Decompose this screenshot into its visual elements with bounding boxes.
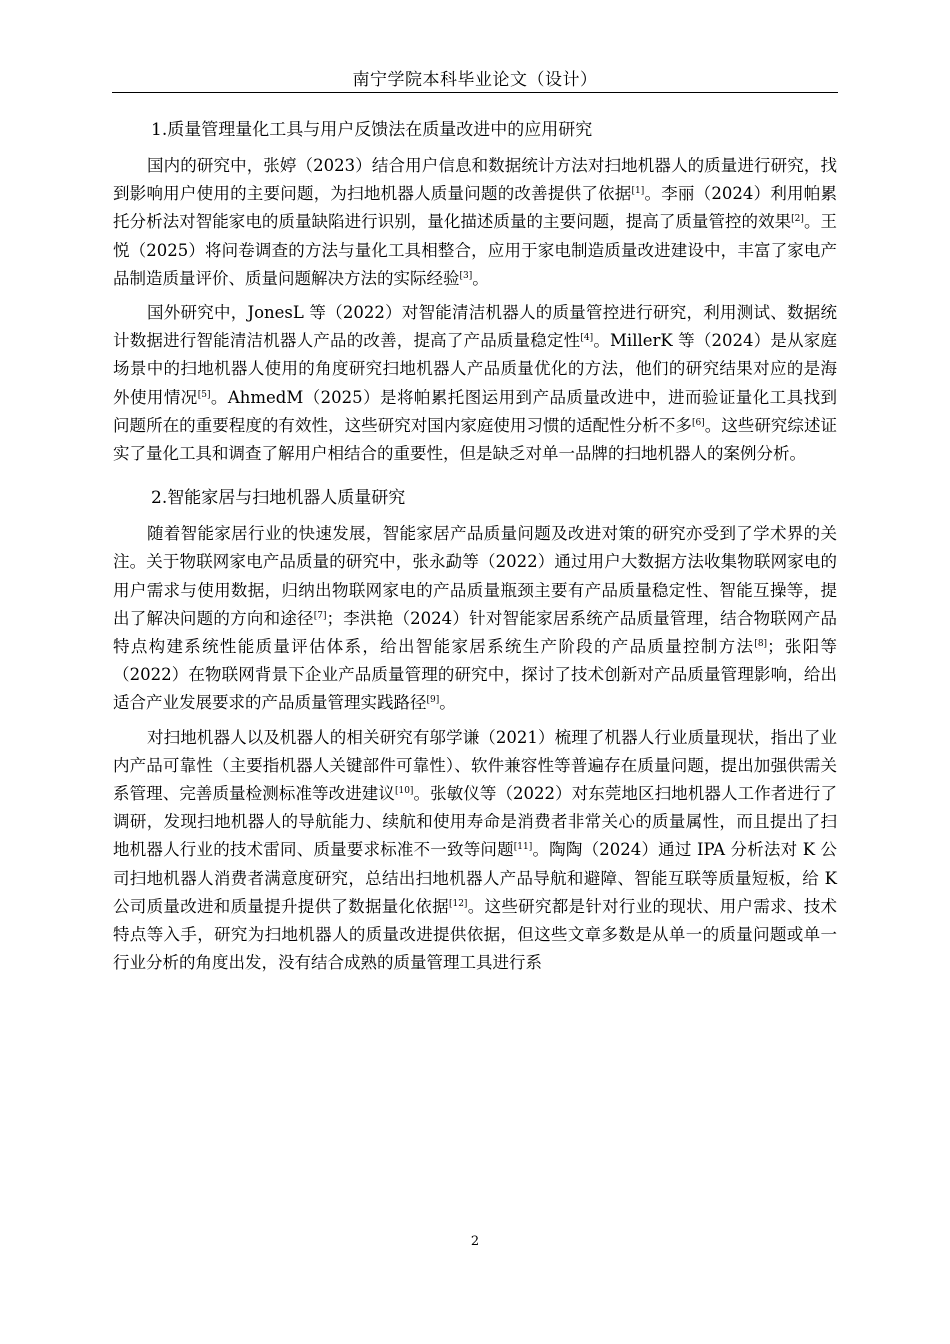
text-run: 对扫地机器人以及机器人的相关研究有邬学谦（2021）梳理了机器人行业质量现状，指出了业内产品可靠性（主要指机器人关键部件可靠性）、软件兼容性等普遍存在质量问题，提出加强供需关系管理、完善质量检测标准等改进建议 <box>113 727 837 804</box>
citation-ref: [6] <box>691 417 705 428</box>
header-rule <box>112 92 838 93</box>
citation-ref: [1] <box>631 186 645 197</box>
section-heading-2: 2.智能家居与扫地机器人质量研究 <box>151 488 406 509</box>
page-body <box>113 112 837 983</box>
citation-ref: [2] <box>791 214 804 225</box>
text-run: 。陶陶（2024）通过 IPA 分析法对 K 公司扫地机器人消费者满意度研究，总结出扫地机器人产品导航和避障、智能互联等质量短板，给 K 公司质量改进和质量提升提供了数据量化依据 <box>113 840 837 916</box>
text-run: 。 <box>439 693 456 713</box>
text-run: 。MillerK 等（2024）是从家庭场景中的扫地机器人使用的角度研究扫地机器人产品质量优化的方法，他们的研究结果对应的是海外使用情况 <box>113 331 838 407</box>
citation-ref: [5] <box>197 389 211 400</box>
text-run: 。李丽（2024）利用帕累托分析法对智能家电的质量缺陷进行识别，量化描述质量的主要问题，提高了质量管控的效果 <box>113 184 837 232</box>
text-run: 国内的研究中，张婷（2023）结合用户信息和数据统计方法对扫地机器人的质量进行研究，找到影响用户使用的主要问题，为扫地机器人质量问题的改善提供了依据 <box>113 156 837 204</box>
citation-ref: [9] <box>426 695 440 706</box>
citation-ref: [7] <box>313 610 327 621</box>
citation-ref: [4] <box>580 333 594 344</box>
text-run: 。张敏仪等（2022）对东莞地区扫地机器人工作者进行了调研，发现扫地机器人的导航能力、续航和使用寿命是消费者非常关心的质量属性，而且提出了扫地机器人行业的技术雷同、质量要求标准不一致等问题 <box>113 784 838 860</box>
paragraph-domestic-research <box>113 152 837 293</box>
section-heading-1: 1.质量管理量化工具与用户反馈法在质量改进中的应用研究 <box>151 120 593 140</box>
paragraph-smart-home-research <box>113 520 837 717</box>
citation-ref: [3] <box>459 270 473 281</box>
text-run: 随着智能家居行业的快速发展，智能家居产品质量问题及改进对策的研究亦受到了学术界的关注。关于物联网家电产品质量的研究中，张永勐等（2022）通过用户大数据方法收集物联网家电的用户需求与使用数据，归纳出物联网家电的产品质量瓶颈主要有产品质量稳定性、智能互操等，提出了解决问题的方向和途径 <box>113 524 837 628</box>
paragraph-robot-research <box>113 724 837 978</box>
text-run: ；李洪艳（2024）针对智能家居系统产品质量管理，结合物联网产品特点构建系统性能质量评估体系，给出智能家居系统生产阶段的产品质量控制方法 <box>113 608 837 657</box>
citation-ref: [10] <box>394 786 414 797</box>
citation-ref: [8] <box>754 639 768 650</box>
text-run: 。王悦（2025）将问卷调查的方法与量化工具相整合，应用于家电制造质量改进建设中，丰富了家电产品制造质量评价、质量问题解决方法的实际经验 <box>113 212 838 288</box>
text-run: 。这些研究综述证实了量化工具和调查了解用户相结合的重要性，但是缺乏对单一品牌的扫地机器人的案例分析。 <box>113 415 838 464</box>
citation-ref: [12] <box>448 898 468 909</box>
page-number: 2 <box>470 1234 480 1249</box>
text-run: ；张阳等（2022）在物联网背景下企业产品质量管理的研究中，探讨了技术创新对产品质量管理影响，给出适合产业发展要求的产品质量管理实践路径 <box>113 637 838 713</box>
citation-ref: [11] <box>513 842 533 853</box>
text-run: 国外研究中，JonesL 等（2022）对智能清洁机器人的质量管控进行研究，利用测试、数据统计数据进行智能清洁机器人产品的改善，提高了产品质量稳定性 <box>113 303 837 351</box>
text-run: 。 <box>472 268 489 288</box>
text-run: 。AhmedM（2025）是将帕累托图运用到产品质量改进中，进而验证量化工具找到问题所在的重要程度的有效性，这些研究对国内家庭使用习惯的适配性分析不多 <box>113 387 838 435</box>
text-run: 。这些研究都是针对行业的现状、用户需求、技术特点等入手，研究为扫地机器人的质量改进提供依据，但这些文章多数是从单一的质量问题或单一行业分析的角度出发，没有结合成熟的质量管理工具进行系 <box>113 896 838 973</box>
running-header: 南宁学院本科毕业论文（设计） <box>352 70 598 90</box>
paragraph-foreign-research <box>113 299 837 468</box>
